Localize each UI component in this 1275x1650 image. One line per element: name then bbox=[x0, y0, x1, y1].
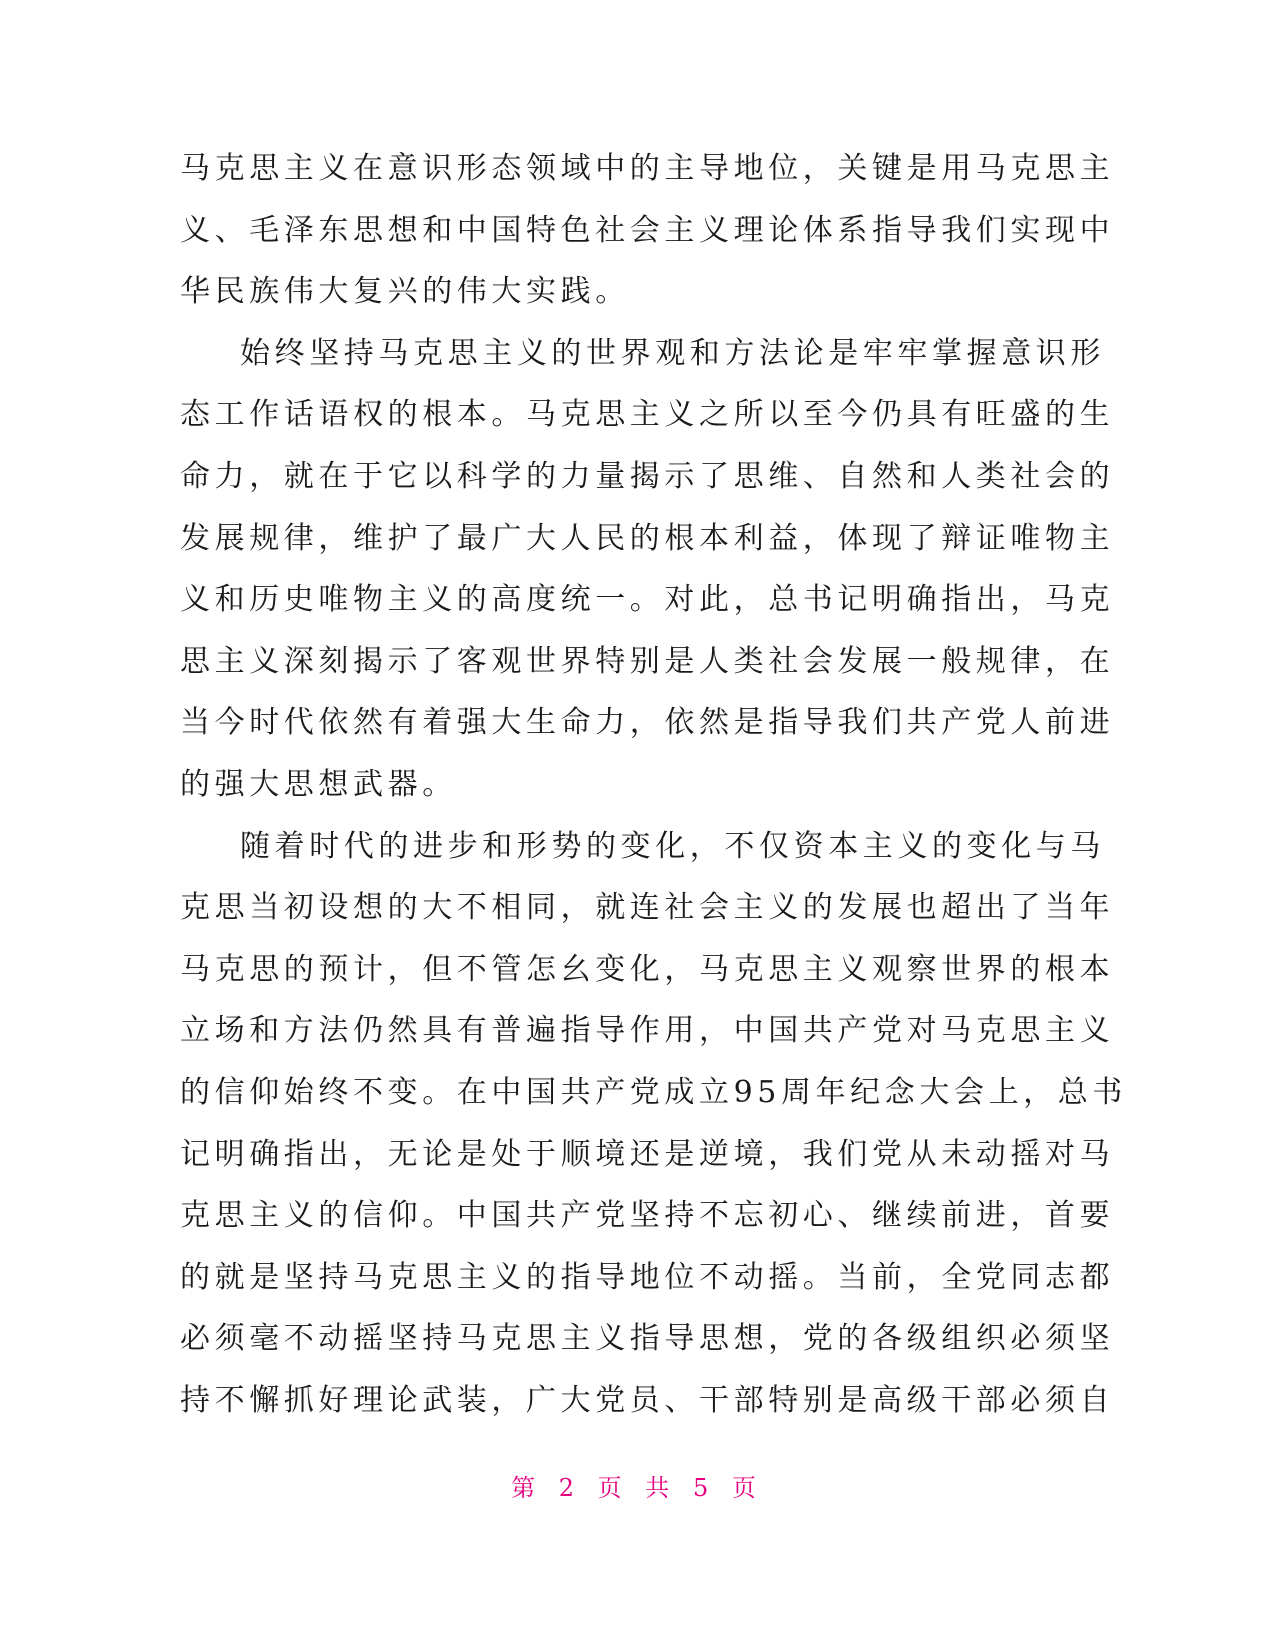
text-line: 当今时代依然有着强大生命力，依然是指导我们共产党人前进 bbox=[180, 705, 1115, 741]
text-line: 命力，就在于它以科学的力量揭示了思维、自然和人类社会的 bbox=[180, 458, 1115, 494]
text-line: 发展规律，维护了最广大人民的根本利益，体现了辩证唯物主 bbox=[180, 520, 1115, 556]
text-line: 始终坚持马克思主义的世界观和方法论是牢牢掌握意识形 bbox=[240, 335, 1105, 371]
text-line: 必须毫不动摇坚持马克思主义指导思想，党的各级组织必须坚 bbox=[180, 1321, 1115, 1357]
paragraph-1 bbox=[180, 138, 1115, 323]
text-line: 持不懈抓好理论武装，广大党员、干部特别是高级干部必须自 bbox=[180, 1382, 1115, 1418]
text-line: 立场和方法仍然具有普遍指导作用，中国共产党对马克思主义 bbox=[180, 1013, 1115, 1049]
text-line: 思主义深刻揭示了客观世界特别是人类社会发展一般规律，在 bbox=[180, 643, 1115, 679]
body-text bbox=[180, 138, 1127, 1431]
text-line: 马克思主义在意识形态领域中的主导地位，关键是用马克思主 bbox=[180, 151, 1115, 186]
page-number-label: 第 2 页 共 5 页 bbox=[511, 1474, 764, 1502]
text-line: 记明确指出，无论是处于顺境还是逆境，我们党从未动摇对马 bbox=[180, 1136, 1115, 1172]
text-line: 随着时代的进步和形势的变化，不仅资本主义的变化与马 bbox=[240, 828, 1105, 864]
text-line: 马克思的预计，但不管怎幺变化，马克思主义观察世界的根本 bbox=[180, 951, 1115, 987]
paragraph-2 bbox=[180, 323, 1115, 816]
text-line: 义和历史唯物主义的高度统一。对此，总书记明确指出，马克 bbox=[180, 582, 1115, 618]
text-line: 华民族伟大复兴的伟大实践。 bbox=[180, 274, 630, 310]
page-number-footer bbox=[0, 1468, 1275, 1503]
text-line: 态工作话语权的根本。马克思主义之所以至今仍具有旺盛的生 bbox=[180, 397, 1115, 433]
text-line: 的信仰始终不变。在中国共产党成立95周年纪念大会上，总书 bbox=[180, 1074, 1127, 1110]
text-line: 义、毛泽东思想和中国特色社会主义理论体系指导我们实现中 bbox=[180, 212, 1115, 248]
paragraph-3 bbox=[180, 816, 1127, 1432]
text-line: 的就是坚持马克思主义的指导地位不动摇。当前，全党同志都 bbox=[180, 1259, 1115, 1295]
text-line: 克思当初设想的大不相同，就连社会主义的发展也超出了当年 bbox=[180, 890, 1115, 926]
text-line: 的强大思想武器。 bbox=[180, 766, 457, 802]
text-line: 克思主义的信仰。中国共产党坚持不忘初心、继续前进，首要 bbox=[180, 1198, 1115, 1234]
